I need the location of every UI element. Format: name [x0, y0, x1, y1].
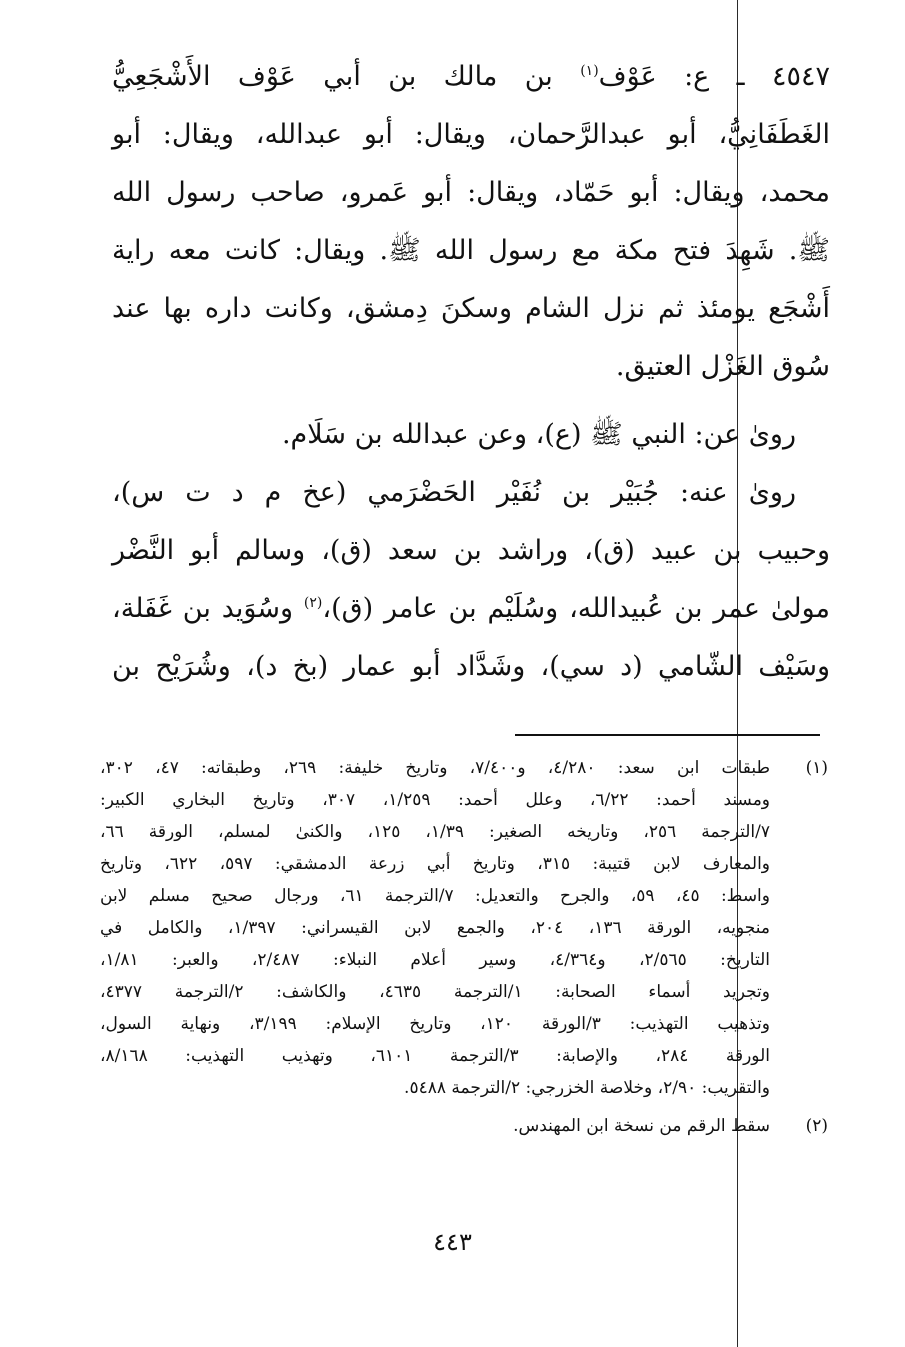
- paragraph-gap: [112, 396, 830, 406]
- entry-line: [112, 280, 830, 338]
- footnote-line: ٧/الترجمة ٢٥٦، وتاريخه الصغير: ١/٣٩، ١٢٥، والكنىٰ لمسلم، الورقة ٦٦،: [100, 822, 771, 842]
- riwaya-an-line: [112, 406, 830, 464]
- entry-line-text: ٤٥٤٧ ـ ع: عَوْف: [598, 61, 830, 92]
- riwaya-anhu-text: وسُوَيد بن غَفَلة،: [112, 593, 304, 624]
- footnote-line: والمعارف لابن قتيبة: ٣١٥، وتاريخ أبي زرعة الدمشقي: ٥٩٧، ٦٢٢، وتاريخ: [100, 854, 771, 874]
- riwaya-an-text: روىٰ عن: النبي ﷺ (ع)، وعن عبدالله بن سَلَام.: [281, 419, 796, 450]
- entry-line-text: سُوق الغَزْل العتيق.: [615, 351, 830, 382]
- footnote-line: واسط: ٤٥، ٥٩، والجرح والتعديل: ٧/الترجمة ٦١، ورجال صحيح مسلم لابن: [100, 886, 770, 906]
- footnote-2: [100, 1110, 828, 1142]
- footnote-line: طبقات ابن سعد: ٤/٢٨٠، و٧/٤٠٠، وتاريخ خليفة: ٢٦٩، وطبقاته: ٤٧، ٣٠٢،: [100, 758, 771, 778]
- footnote-1: [100, 752, 828, 1104]
- footnote-ref[interactable]: (٢): [303, 595, 323, 611]
- entry-line-text: الغَطَفَانِيُّ، أبو عبدالرَّحمان، ويقال: أبو عبدالله، ويقال: أبو: [112, 119, 830, 150]
- footnote-number: (١): [805, 758, 828, 778]
- footnote-line: وتجريد أسماء الصحابة: ١/الترجمة ٤٦٣٥، والكاشف: ٢/الترجمة ٤٣٧٧،: [100, 982, 770, 1002]
- main-text: [112, 48, 830, 696]
- footnote-separator: [515, 734, 820, 736]
- footnote-line: سقط الرقم من نسخة ابن المهندس.: [513, 1116, 770, 1136]
- riwaya-anhu-line: [112, 464, 830, 522]
- footnote-ref[interactable]: (١): [580, 63, 599, 79]
- page-number: ٤٤٣: [433, 1228, 472, 1256]
- riwaya-anhu-line: [112, 580, 830, 638]
- riwaya-anhu-text: روىٰ عنه: جُبَيْر بن نُفَيْر الحَضْرَمي (عخ م د ت س)،: [112, 477, 796, 508]
- footnotes: [100, 752, 828, 1142]
- entry-line: [112, 164, 830, 222]
- entry-line-text: محمد، ويقال: أبو حَمّاد، ويقال: أبو عَمرو، صاحب رسول الله: [112, 177, 830, 208]
- entry-line: [112, 338, 830, 396]
- riwaya-anhu-line: [112, 522, 830, 580]
- entry-line: [112, 48, 830, 106]
- entry-line-text: أَشْجَع يومئذ ثم نزل الشام وسكنَ دِمشق، وكانت داره بها عند: [112, 293, 830, 324]
- footnote-line: وتذهيب التهذيب: ٣/الورقة ١٢٠، وتاريخ الإسلام: ٣/١٩٩، ونهاية السول،: [100, 1014, 770, 1034]
- footnote-line: منجويه، الورقة ١٣٦، ٢٠٤، والجمع لابن القيسراني: ١/٣٩٧، والكامل في: [100, 918, 770, 938]
- footnote-line: والتقريب: ٢/٩٠، وخلاصة الخزرجي: ٢/الترجمة ٥٤٨٨.: [404, 1078, 770, 1098]
- footnote-number: (٢): [805, 1116, 828, 1136]
- riwaya-anhu-text: مولىٰ عمر بن عُبيدالله، وسُلَيْم بن عامر (ق)،: [322, 593, 830, 624]
- entry-line: [112, 106, 830, 164]
- footnote-line: ومسند أحمد: ٦/٢٢، وعلل أحمد: ١/٢٥٩، ٣٠٧، وتاريخ البخاري الكبير:: [100, 790, 771, 810]
- entry-line-text: ﷺ. شَهِدَ فتح مكة مع رسول الله ﷺ. ويقال: كانت معه راية: [112, 235, 830, 266]
- entry-line: [112, 222, 830, 280]
- entry-line-text: بن مالك بن أبي عَوْف الأَشْجَعِيُّ: [112, 61, 581, 92]
- riwaya-anhu-text: وسَيْف الشّامي (د سي)، وشَدَّاد أبو عمار (بخ د)، وشُرَيْح بن: [112, 651, 830, 682]
- footnote-line: التاريخ: ٢/٥٦٥، و٤/٣٦٤، وسير أعلام النبلاء: ٢/٤٨٧، والعبر: ١/٨١،: [100, 950, 770, 970]
- riwaya-anhu-text: وحبيب بن عبيد (ق)، وراشد بن سعد (ق)، وسالم أبو النَّضْر: [112, 535, 830, 566]
- riwaya-anhu-line: [112, 638, 830, 696]
- footnote-line: الورقة ٢٨٤، والإصابة: ٣/الترجمة ٦١٠١، وتهذيب التهذيب: ٨/١٦٨،: [100, 1046, 770, 1066]
